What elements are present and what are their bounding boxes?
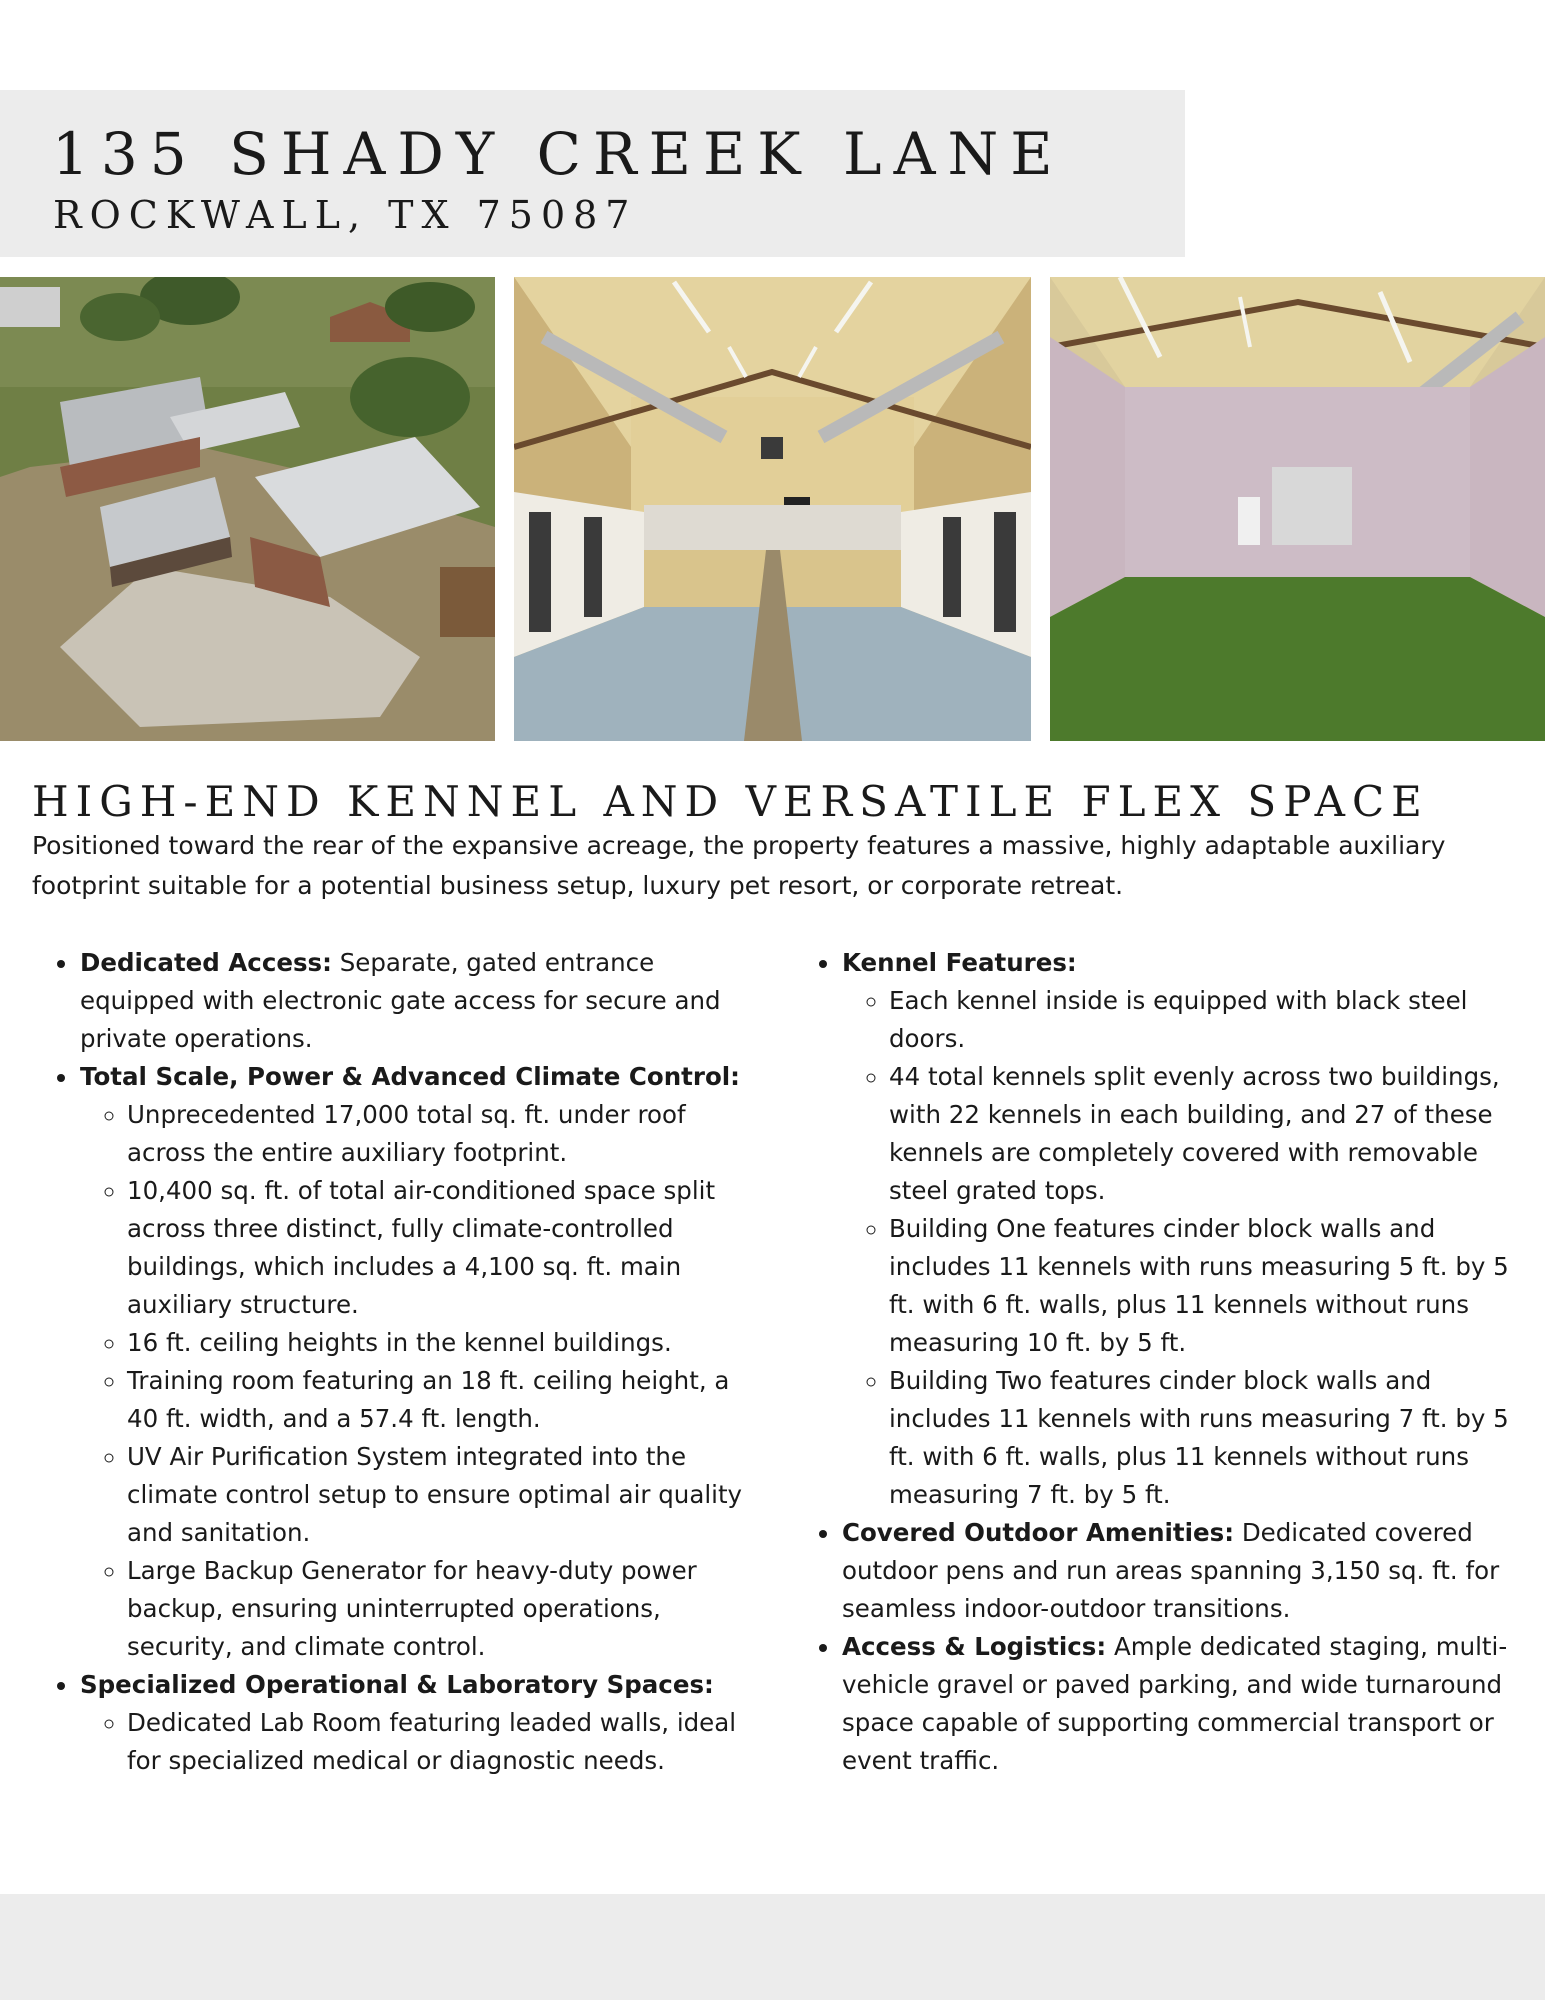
list-item (841, 944, 1510, 1514)
aerial-photo (0, 277, 495, 741)
list-item (841, 1628, 1510, 1780)
kennel-interior-photo (514, 277, 1031, 741)
list-item (841, 1514, 1510, 1628)
feature-text: Separate, gated entrance equipped with electronic gate access for secure and private operations. (80, 948, 721, 1053)
features-right-column (810, 944, 1510, 1780)
feature-label: Specialized Operational & Laboratory Spaces: (80, 1670, 714, 1699)
list-item (79, 1058, 768, 1666)
feature-label: Kennel Features: (842, 948, 1077, 977)
feature-text: Dedicated covered outdoor pens and run areas spanning 3,150 sq. ft. for seamless indoor-outdoor transitions. (842, 1518, 1500, 1623)
feature-label: Covered Outdoor Amenities: (842, 1518, 1235, 1547)
sub-list-item: ◦ Training room featuring an 18 ft. ceiling height, a 40 ft. width, and a 57.4 ft. length. (127, 1362, 768, 1438)
list-item (79, 944, 768, 1058)
sub-list-item: ◦ 16 ft. ceiling heights in the kennel buildings. (127, 1324, 768, 1362)
list-item (79, 1666, 768, 1780)
features-left-column (48, 944, 768, 1780)
sub-list-item: ◦ Dedicated Lab Room featuring leaded walls, ideal for specialized medical or diagnostic needs. (127, 1704, 768, 1780)
sub-list-item: ◦ 44 total kennels split evenly across two buildings, with 22 kennels in each building, and 27 of these kennels are completely covered with removable steel grated tops. (889, 1058, 1510, 1210)
sub-list-item: ◦ Each kennel inside is equipped with black steel doors. (889, 982, 1510, 1058)
sub-list-item: ◦ UV Air Purification System integrated into the climate control setup to ensure optimal air quality and sanitation. (127, 1438, 768, 1552)
feature-label: Total Scale, Power & Advanced Climate Control: (80, 1062, 740, 1091)
sub-list-item: ◦ Building One features cinder block walls and includes 11 kennels with runs measuring 5 ft. by 5 ft. with 6 ft. walls, plus 11 kennels without runs measuring 10 ft. by 5 ft. (889, 1210, 1510, 1362)
sub-list-item: ◦ Building Two features cinder block walls and includes 11 kennels with runs measuring 7 ft. by 5 ft. with 6 ft. walls, plus 11 kennels without runs measuring 7 ft. by 5 ft. (889, 1362, 1510, 1514)
section-intro: Positioned toward the rear of the expansive acreage, the property features a massive, highly adaptable auxiliary footprint suitable for a potential business setup, luxury pet resort, or corporate retreat. (32, 831, 1446, 900)
feature-text: Ample dedicated staging, multi-vehicle gravel or paved parking, and wide turnaround space capable of supporting commercial transport or event traffic. (842, 1632, 1508, 1775)
training-room-photo (1050, 277, 1545, 741)
feature-label: Access & Logistics: (842, 1632, 1107, 1661)
section-title: HIGH-END KENNEL AND VERSATILE FLEX SPACE (32, 777, 1429, 826)
property-city: ROCKWALL, TX 75087 (53, 193, 638, 237)
footer-band (0, 1894, 1545, 2000)
sub-list-item: ◦ Large Backup Generator for heavy-duty power backup, ensuring uninterrupted operations, security, and climate control. (127, 1552, 768, 1666)
sub-list-item: ◦ Unprecedented 17,000 total sq. ft. under roof across the entire auxiliary footprint. (127, 1096, 768, 1172)
sub-list-item: ◦ 10,400 sq. ft. of total air-conditioned space split across three distinct, fully climate-controlled buildings, which includes a 4,100 sq. ft. main auxiliary structure. (127, 1172, 768, 1324)
property-address: 135 SHADY CREEK LANE (52, 120, 1065, 188)
feature-label: Dedicated Access: (80, 948, 332, 977)
